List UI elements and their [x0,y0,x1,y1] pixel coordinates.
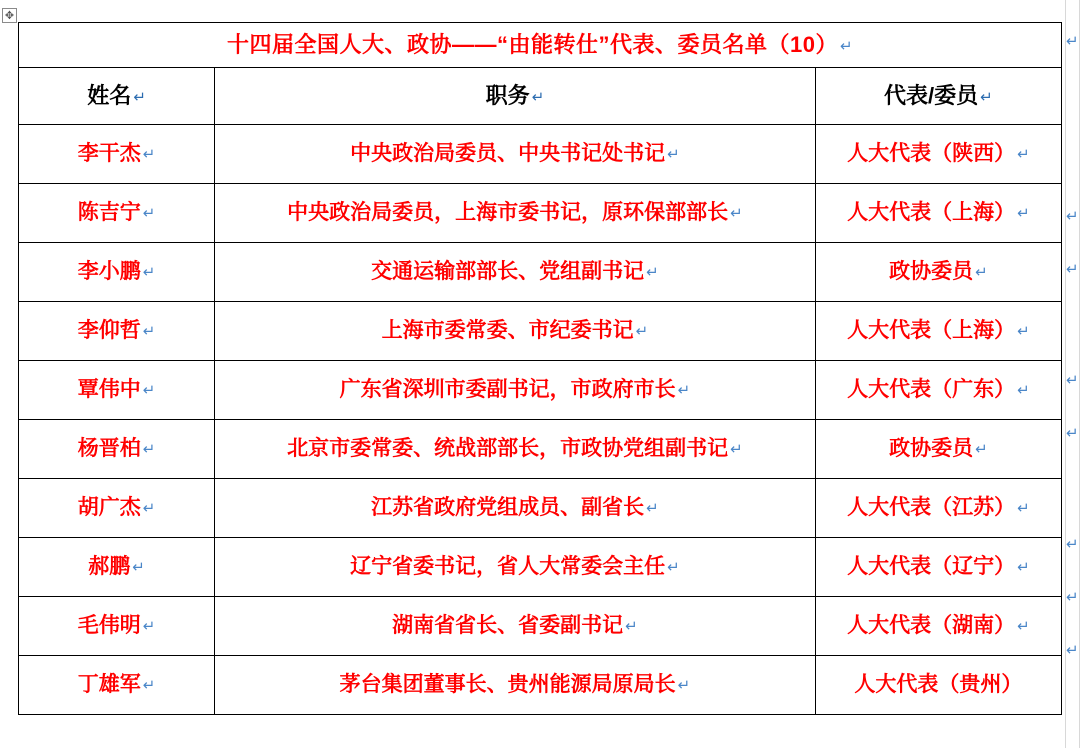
paragraph-mark-icon: ↵ [1066,208,1079,225]
table-row [19,302,1062,361]
cell-post-text: 辽宁省委书记，省人大常委会主任 [350,555,666,579]
paragraph-mark-icon: ↵ [677,382,691,400]
column-header-post [215,68,816,125]
cell-post [215,361,816,420]
paragraph-mark-icon: ↵ [646,500,659,518]
paragraph-mark-icon: ↵ [1066,372,1079,389]
cell-type-text: 人大代表（上海） [847,201,1016,225]
table-row [19,420,1062,479]
paragraph-mark-icon: ↵ [1066,589,1079,606]
cell-name-text: 李仰哲 [77,319,141,343]
column-header-type [815,68,1061,125]
cell-name [19,479,215,538]
cell-name [19,420,215,479]
cell-type [815,184,1061,243]
paragraph-mark-icon: ↵ [142,500,156,518]
paragraph-mark-icon: ↵ [625,618,638,636]
cell-name [19,125,215,184]
cell-name-text: 杨晋柏 [77,437,141,461]
paragraph-mark-icon: ↵ [142,146,156,164]
cell-type-text: 人大代表（陕西） [847,142,1016,166]
cell-post-text: 中央政治局委员，上海市委书记，原环保部部长 [287,201,729,225]
cell-post [215,243,816,302]
cell-post-text: 上海市委常委、市纪委书记 [381,319,634,343]
cell-type [815,656,1061,715]
cell-post-text: 茅台集团董事长、贵州能源局原局长 [339,673,676,697]
column-header-post-text: 职务 [485,82,530,108]
cell-type-text: 人大代表（广东） [847,378,1016,402]
paragraph-mark-icon: ↵ [142,441,156,459]
cell-post-text: 广东省深圳市委副书记，市政府市长 [339,378,676,402]
cell-type [815,420,1061,479]
cell-name [19,597,215,656]
paragraph-mark-icon: ↵ [1066,642,1079,659]
paragraph-mark-icon: ↵ [646,264,659,282]
cell-post [215,597,816,656]
cell-post-text: 中央政治局委员、中央书记处书记 [350,142,666,166]
margin-paragraph-marks [1066,22,1080,658]
cell-post [215,184,816,243]
cell-name-text: 陈吉宁 [77,201,141,225]
cell-post [215,420,816,479]
cell-post-text: 湖南省省长、省委副书记 [392,614,624,638]
cell-name-text: 李干杰 [77,142,141,166]
table-row [19,538,1062,597]
paragraph-mark-icon: ↵ [730,205,743,223]
column-header-type-text: 代表/委员 [884,82,979,108]
paragraph-mark-icon: ↵ [142,618,156,636]
cell-name [19,538,215,597]
cell-name [19,361,215,420]
paragraph-mark-icon: ↵ [667,146,680,164]
paragraph-mark-icon: ↵ [975,264,988,282]
paragraph-mark-icon: ↵ [1017,500,1030,518]
paragraph-mark-icon: ↵ [1017,559,1030,577]
cell-post [215,538,816,597]
cell-type-text: 人大代表（江苏） [847,496,1016,520]
table-title-cell [19,23,1062,68]
cell-post [215,479,816,538]
column-header-name-text: 姓名 [87,82,132,108]
paragraph-mark-icon: ↵ [1066,425,1079,442]
cell-name [19,656,215,715]
paragraph-mark-icon: ↵ [975,441,988,459]
representatives-table [18,22,1062,715]
column-header-name [19,68,215,125]
cell-post [215,656,816,715]
cell-post-text: 北京市委常委、统战部部长，市政协党组副书记 [287,437,729,461]
table-row [19,656,1062,715]
paragraph-mark-icon: ↵ [980,88,993,106]
cell-type-text: 政协委员 [889,437,974,461]
cell-type [815,302,1061,361]
cell-post-text: 江苏省政府党组成员、副省长 [371,496,645,520]
cell-name-text: 郝鹏 [88,555,131,579]
cell-name-text: 毛伟明 [77,614,141,638]
paragraph-mark-icon: ↵ [132,559,145,577]
cell-type [815,243,1061,302]
cell-type-text: 人大代表（湖南） [847,614,1016,638]
paragraph-mark-icon: ↵ [142,677,156,695]
paragraph-mark-icon: ↵ [142,323,156,341]
paragraph-mark-icon: ↵ [142,382,156,400]
paragraph-mark-icon: ↵ [133,88,146,106]
top-text-remnant [108,0,228,8]
paragraph-mark-icon: ↵ [1066,33,1079,50]
paragraph-mark-icon: ↵ [1066,261,1079,278]
paragraph-mark-icon: ↵ [667,559,680,577]
paragraph-mark-icon: ↵ [1017,146,1030,164]
table-title-text: 十四届全国人大、政协——“由能转仕”代表、委员名单（10） [226,31,838,57]
paragraph-mark-icon: ↵ [1017,205,1030,223]
paragraph-mark-icon: ↵ [677,677,691,695]
cell-type-text: 人大代表（辽宁） [847,555,1016,579]
cell-name [19,243,215,302]
cell-name [19,184,215,243]
paragraph-mark-icon: ↵ [839,37,854,55]
paragraph-mark-icon: ↵ [142,264,156,282]
table-row [19,597,1062,656]
cell-name-text: 李小鹏 [77,260,141,284]
cell-name-text: 胡广杰 [77,496,141,520]
cell-post [215,302,816,361]
cell-type-text: 人大代表（贵州） [854,673,1023,697]
table-row [19,479,1062,538]
table-row [19,361,1062,420]
paragraph-mark-icon: ↵ [142,205,156,223]
paragraph-mark-icon: ↵ [531,88,545,106]
cell-type [815,361,1061,420]
table-move-handle[interactable] [2,8,17,23]
cell-type [815,538,1061,597]
cell-type [815,597,1061,656]
cell-type [815,479,1061,538]
cell-type [815,125,1061,184]
cell-name [19,302,215,361]
cell-post [215,125,816,184]
paragraph-mark-icon: ↵ [1017,323,1030,341]
table-row [19,243,1062,302]
paragraph-mark-icon: ↵ [1017,382,1030,400]
table-header-row [19,68,1062,125]
paragraph-mark-icon: ↵ [1017,618,1030,636]
cell-type-text: 政协委员 [889,260,974,284]
paragraph-mark-icon: ↵ [635,323,649,341]
table-row [19,125,1062,184]
table-row [19,184,1062,243]
paragraph-mark-icon: ↵ [1066,536,1079,553]
paragraph-mark-icon: ↵ [730,441,743,459]
cell-name-text: 覃伟中 [77,378,141,402]
table-title-row [19,23,1062,68]
cell-type-text: 人大代表（上海） [847,319,1016,343]
cell-post-text: 交通运输部部长、党组副书记 [371,260,645,284]
cell-name-text: 丁雄军 [77,673,141,697]
